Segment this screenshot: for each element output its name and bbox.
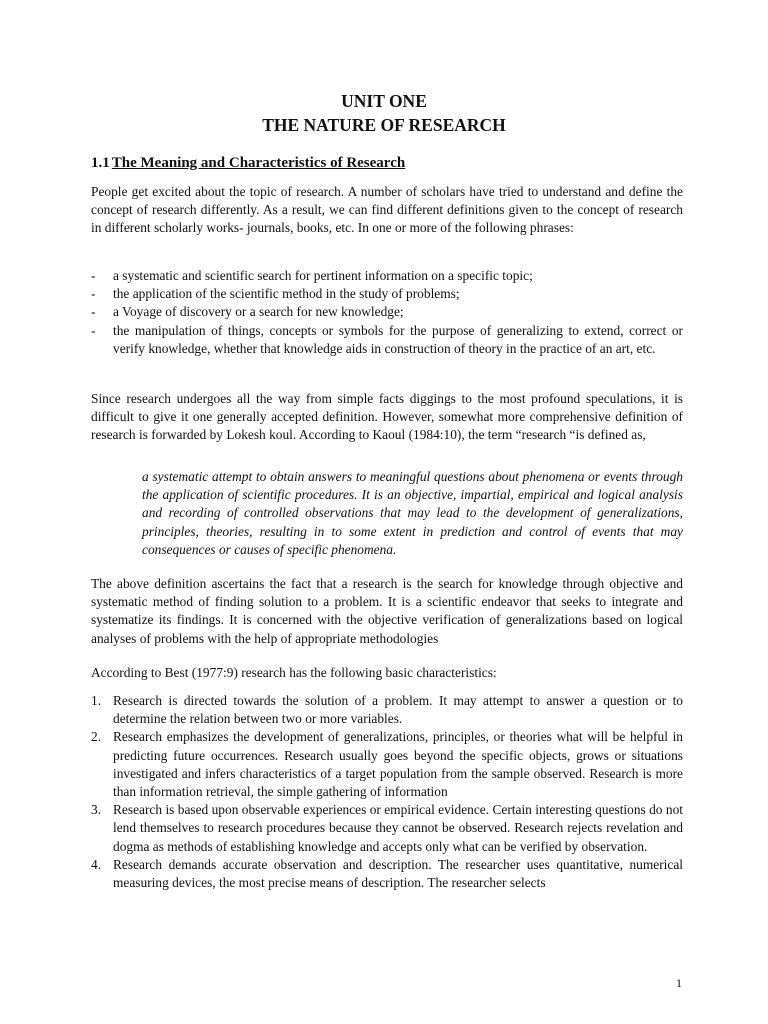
list-item: 4. Research demands accurate observation and description. The researcher uses quantitative, numerical measuring devices, the most precise means of description. The researcher selects [91,856,683,891]
definition-paragraph: Since research undergoes all the way from simple facts diggings to the most profound speculations, it is difficult to give it one generally accepted definition. However, somewhat more comprehensive definition of research is forwarded by Lokesh koul. According to Kaoul (1984:10), the term “research “is defined as, [91,391,683,443]
characteristics-list [91,692,683,892]
list-item: - a Voyage of discovery or a search for new knowledge; [91,304,404,320]
list-item: - the application of the scientific method in the study of problems; [91,286,460,302]
document-title: THE NATURE OF RESEARCH [262,115,506,135]
list-item: 1. Research is directed towards the solution of a problem. It may attempt to answer a question or to determine the relation between two or more variables. [91,693,683,727]
list-item: - the manipulation of things, concepts or symbols for the purpose of generalizing to extend, correct or verify knowledge, whether that knowledge aids in construction of theory in the practice of an art, etc. [91,322,683,356]
definition-quote: a systematic attempt to obtain answers to meaningful questions about phenomena or events through the application of scientific procedures. It is an objective, impartial, empirical and logical analysis and recording of controlled observations that may lead to the development of generalizations, principles, theories, resulting in to some extent in prediction and control of events that may consequences or causes of specific phenomena. [142,469,683,557]
page-number: 1 [676,976,682,990]
list-item: 2. Research emphasizes the development of generalizations, principles, or theories what will be helpful in predicting future occurrences. Research usually goes beyond the specific objects, grows or situations investigated and infers characteristics of a target population from the sample observed. Research is more than information retrieval, the simple gathering of information [91,729,683,800]
intro-paragraph: People get excited about the topic of research. A number of scholars have tried to understand and define the concept of research differently. As a result, we can find different definitions given to the concept of research in different scholarly works- journals, books, etc. In one or more of the following phrases: [91,184,683,236]
list-item: - a systematic and scientific search for pertinent information on a specific topic; [91,268,533,283]
section-heading [91,153,405,173]
phrase-list [91,267,683,358]
list-item: 3. Research is based upon observable experiences or empirical evidence. Certain interesting questions do not lend themselves to research procedures because they cannot be observed. Research rejects revelation and dogma as methods of establishing knowledge and accepts only what can be verified by observation. [91,802,683,854]
section-title: The Meaning and Characteristics of Research [111,155,406,171]
unit-heading: UNIT ONE [341,91,427,111]
explanation-paragraph: The above definition ascertains the fact that a research is the search for knowledge through objective and systematic method of finding solution to a problem. It is a scientific endeavor that seeks to integrate and systematize its findings. It is concerned with the objective verification of generalizations based on logical analyses of problems with the help of appropriate methodologies [91,576,683,646]
characteristics-intro: According to Best (1977:9) research has the following basic characteristics: [91,665,497,680]
section-number: 1.1 [91,155,110,171]
